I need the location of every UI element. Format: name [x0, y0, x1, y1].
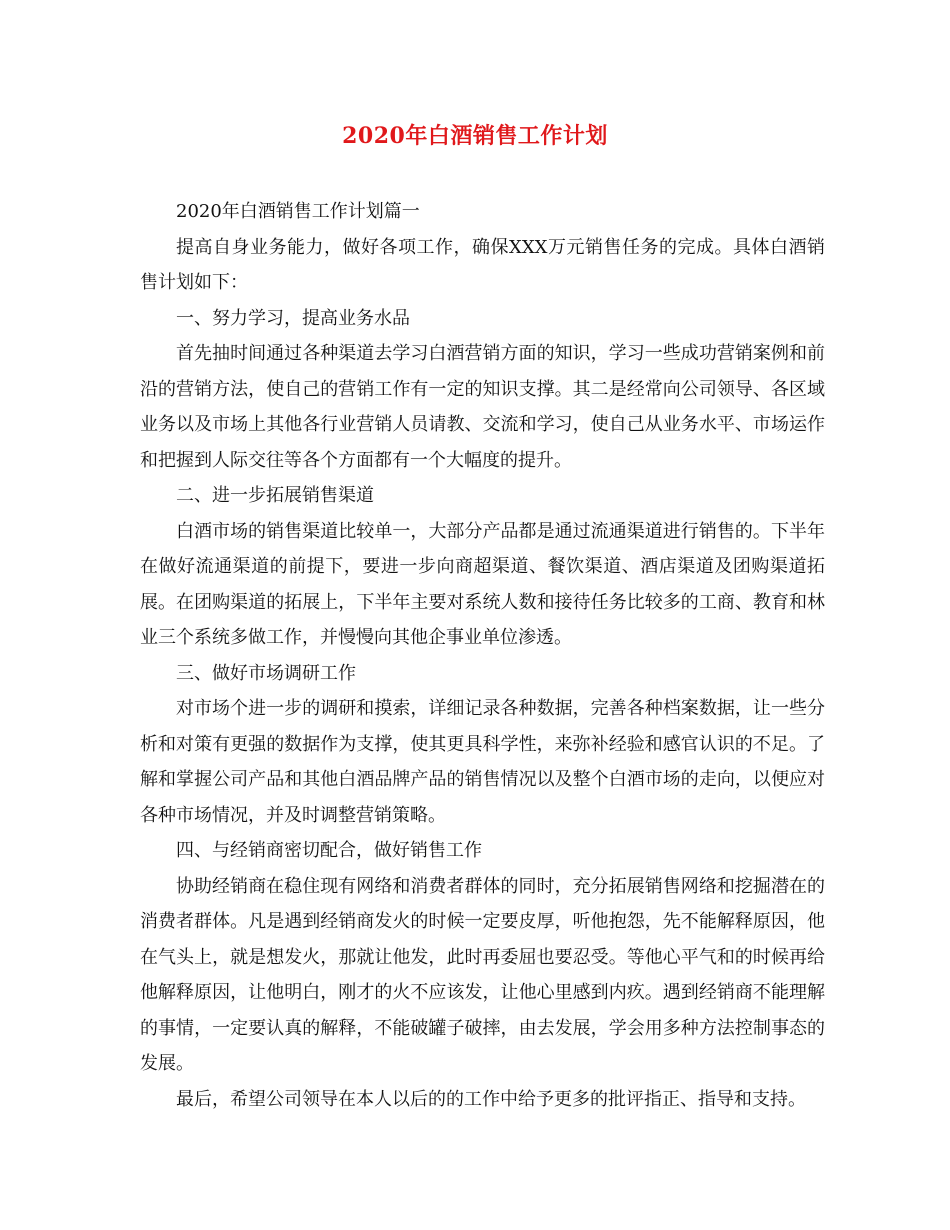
- intro-paragraph: 提高自身业务能力，做好各项工作，确保XXX万元销售任务的完成。具体白酒销售计划如下：: [140, 236, 825, 293]
- body-paragraph: 对市场个进一步的调研和摸索，详细记录各种数据，完善各种档案数据，让一些分析和对策有更强的数据作为支撑，使其更具科学性，来弥补经验和感官认识的不足。了解和掌握公司产品和其他白酒品牌产品的销售情况以及整个白酒市场的走向，以便应对各种市场情况，并及时调整营销策略。: [140, 698, 825, 826]
- section-heading: 一、努力学习，提高业务水品: [176, 307, 410, 329]
- body-paragraph: 协助经销商在稳住现有网络和消费者群体的同时，充分拓展销售网络和挖掘潜在的消费者群体。凡是遇到经销商发火的时候一定要皮厚，听他抱怨，先不能解释原因，他在气头上，就是想发火，那就让他发，此时再委屈也要忍受。等他心平气和的时候再给他解释原因，让他明白，刚才的火不应该发，让他心里感到内疚。遇到经销商不能理解的事情，一定要认真的解释，不能破罐子破摔，由去发展，学会用多种方法控制事态的发展。: [140, 875, 825, 1074]
- section-heading: 二、进一步拓展销售渠道: [176, 485, 374, 506]
- body-paragraph: 首先抽时间通过各种渠道去学习白酒营销方面的知识，学习一些成功营销案例和前沿的营销方法，使自己的营销工作有一定的知识支撑。其二是经常向公司领导、各区域业务以及市场上其他各行业营销人员请教、交流和学习，使自己从业务水平、市场运作和把握到人际交往等各个方面都有一个大幅度的提升。: [140, 343, 825, 471]
- section-heading: 四、与经销商密切配合，做好销售工作: [176, 840, 482, 861]
- section-heading: 三、做好市场调研工作: [176, 662, 356, 684]
- document-body: [140, 194, 825, 1117]
- closing-paragraph: 最后，希望公司领导在本人以后的的工作中给予更多的批评指正、指导和支持。: [176, 1088, 806, 1110]
- section-heading: 2020年白酒销售工作计划篇一: [176, 201, 420, 222]
- document-title: 2020年白酒销售工作计划: [342, 123, 608, 149]
- body-paragraph: 白酒市场的销售渠道比较单一，大部分产品都是通过流通渠道进行销售的。下半年在做好流通渠道的前提下，要进一步向商超渠道、餐饮渠道、酒店渠道及团购渠道拓展。在团购渠道的拓展上，下半年主要对系统人数和接待任务比较多的工商、教育和林业三个系统多做工作，并慢慢向其他企事业单位渗透。: [140, 520, 825, 648]
